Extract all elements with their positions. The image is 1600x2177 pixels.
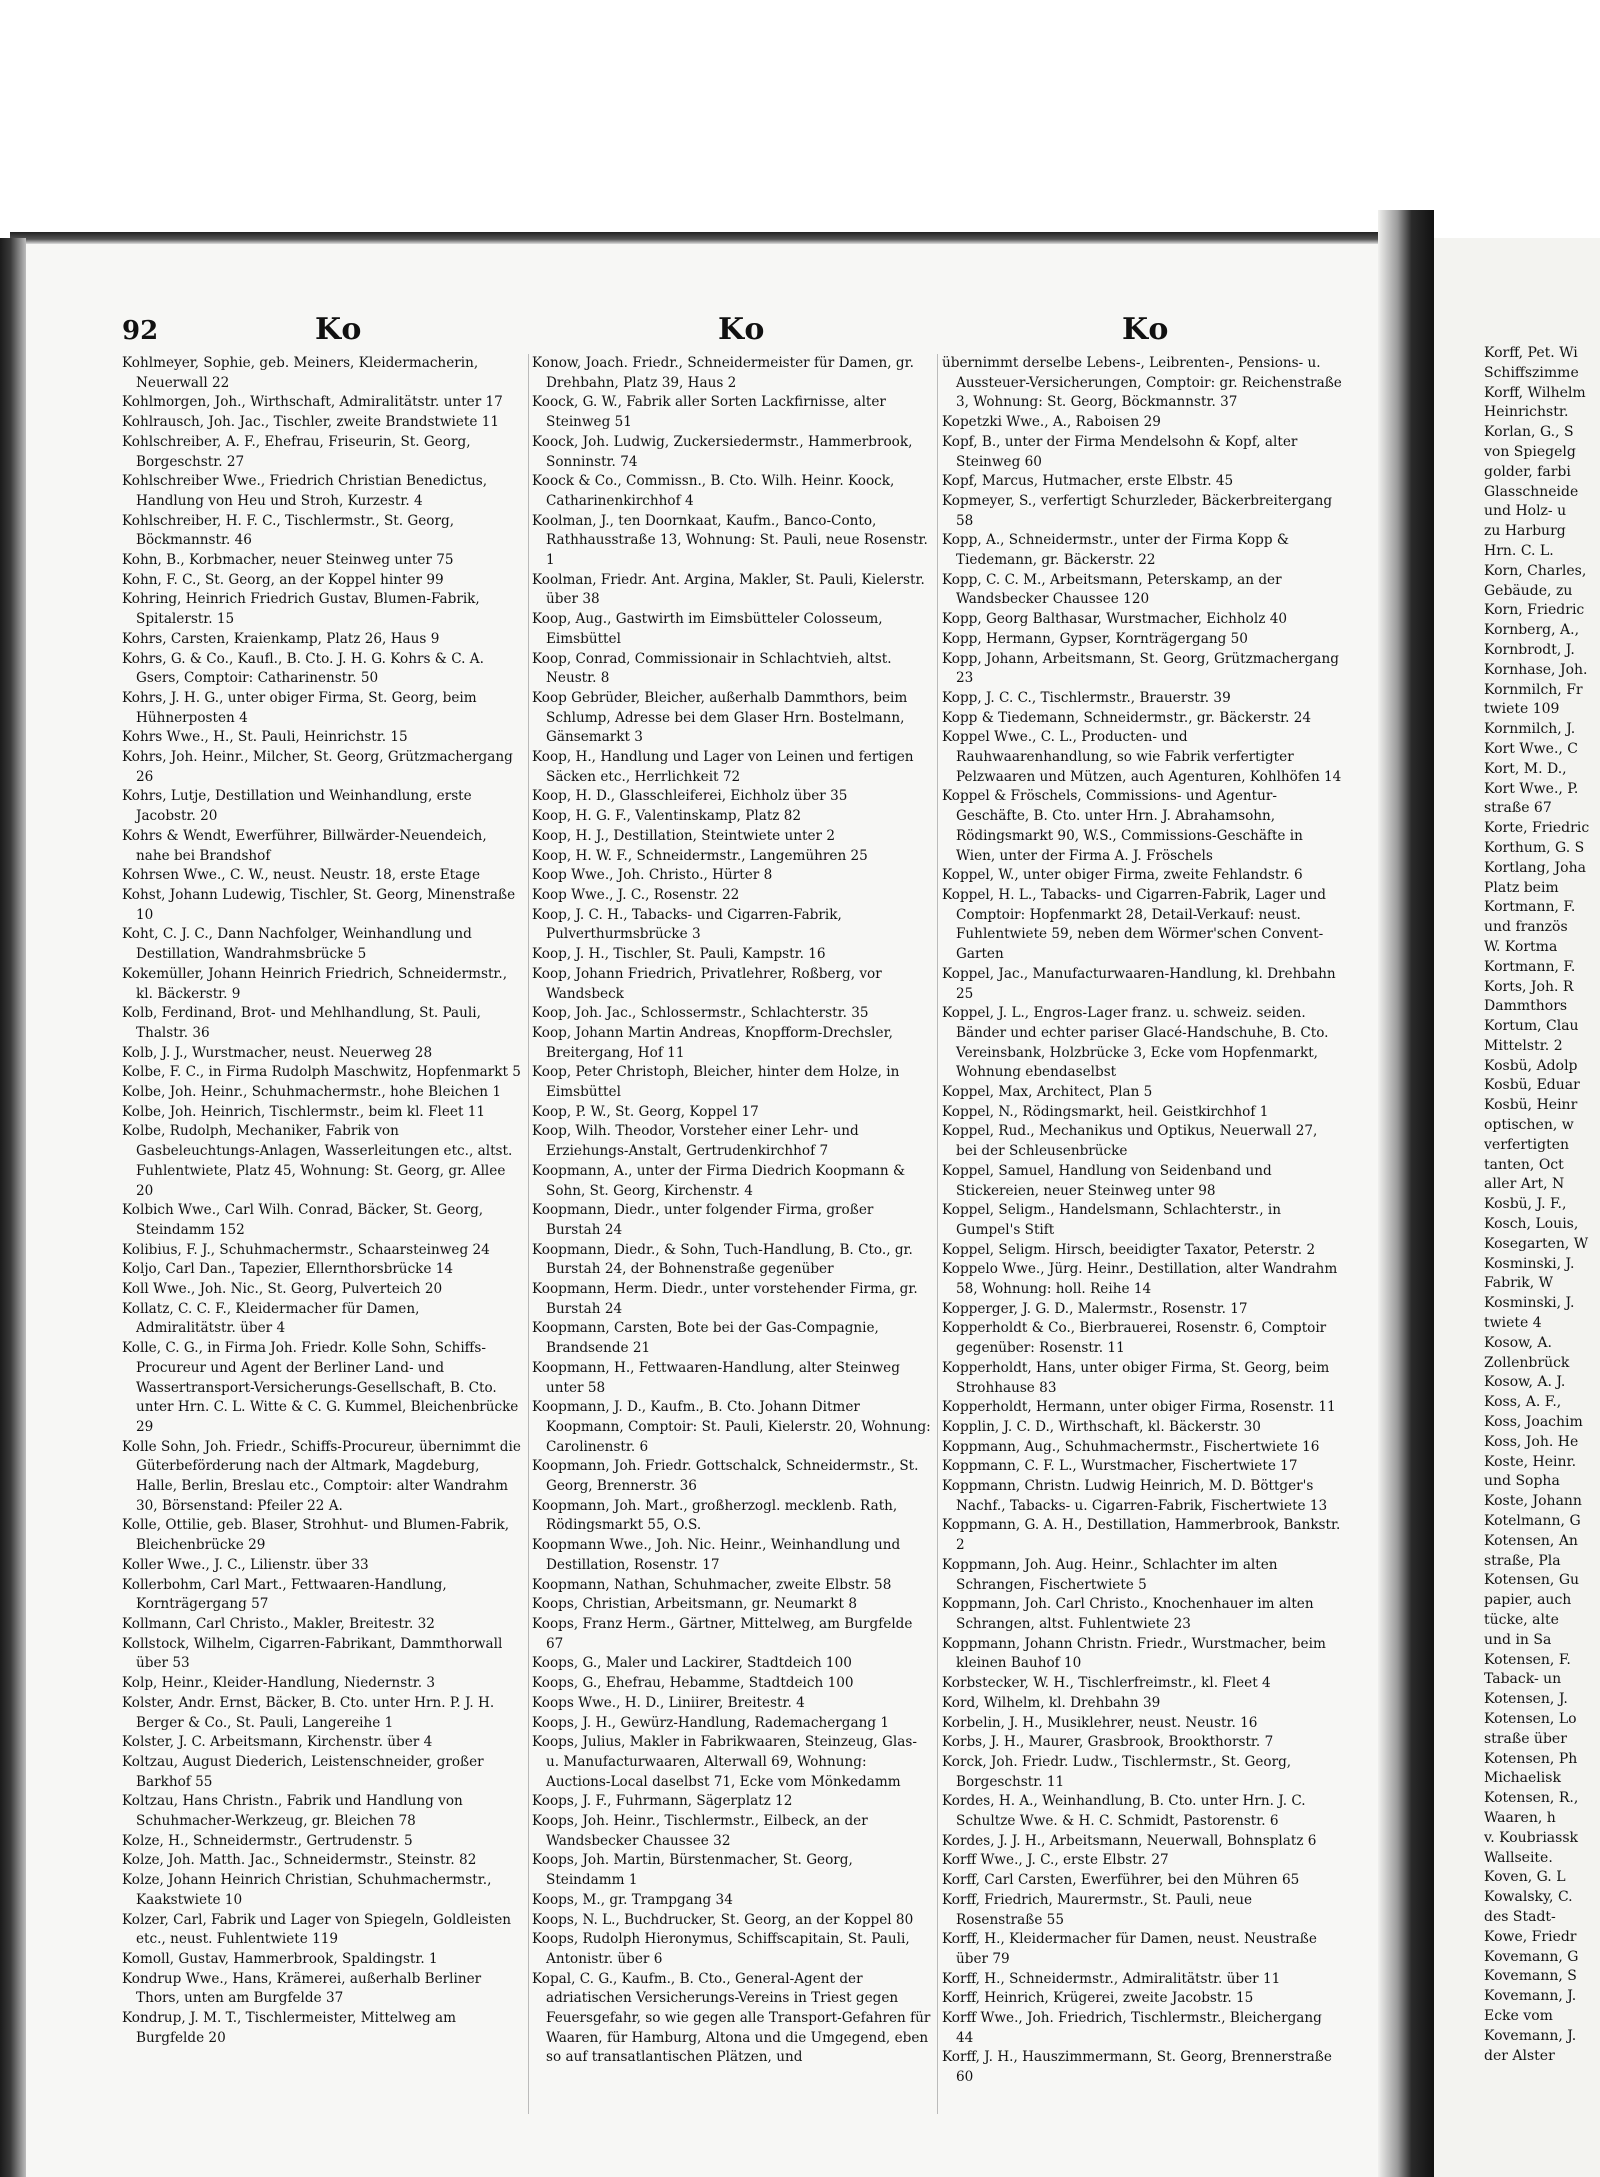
- directory-entry: Koopmann, Herm. Diedr., unter vorstehender Firma, gr. Burstah 24: [532, 1281, 918, 1317]
- directory-entry: Koops, N. L., Buchdrucker, St. Georg, an der Koppel 80: [532, 1911, 914, 1928]
- right-page-fragment: Ecke vom: [1484, 2007, 1553, 2024]
- directory-entry: Kolze, H., Schneidermstr., Gertrudenstr. 5: [122, 1832, 413, 1849]
- right-page-fragment: Kovemann, G: [1484, 1948, 1579, 1965]
- right-page-fragment: Kortum, Clau: [1484, 1018, 1579, 1035]
- right-page-fragment: des Stadt-: [1484, 1908, 1556, 1925]
- right-page-fragment: straße über: [1484, 1730, 1567, 1747]
- directory-entry: Koopmann, Nathan, Schuhmacher, zweite Elbstr. 58: [532, 1576, 892, 1593]
- right-page-fragment: Kornberg, A.,: [1484, 622, 1580, 639]
- directory-entry: Koop Gebrüder, Bleicher, außerhalb Dammthors, beim Schlump, Adresse bei dem Glaser Hrn. Bostelmann, Gänsemarkt 3: [532, 689, 908, 746]
- right-page-fragment: Platz beim: [1484, 879, 1559, 896]
- directory-entry: Koop, J. C. H., Tabacks- und Cigarren-Fabrik, Pulverthurmsbrücke 3: [532, 906, 842, 943]
- directory-entry: Koppel, Jac., Manufacturwaaren-Handlung, kl. Drehbahn 25: [942, 965, 1336, 1002]
- directory-entry: Koppel, Seligm., Handelsmann, Schlachterstr., in Gumpel's Stift: [942, 1202, 1281, 1238]
- directory-entry: Kohrs, Joh. Heinr., Milcher, St. Georg, Grützmachergang 26: [122, 749, 513, 785]
- directory-entry: Koll Wwe., Joh. Nic., St. Georg, Pulverteich 20: [122, 1281, 443, 1298]
- page-number: 92: [122, 316, 159, 346]
- directory-entry: Korck, Joh. Friedr. Ludw., Tischlermstr., St. Georg, Borgeschstr. 11: [942, 1753, 1292, 1790]
- right-page-fragment: Kowe, Friedr: [1484, 1928, 1577, 1945]
- right-page-fragment: Koven, G. L: [1484, 1869, 1566, 1886]
- directory-entry: Korff, H., Schneidermstr., Admiralitätstr. über 11: [942, 1970, 1281, 1987]
- directory-entry: Kolle, C. G., in Firma Joh. Friedr. Kolle Sohn, Schiffs-Procureur und Agent der Berliner Land- und Wassertransport-Versicherungs-Gesellschaft, B. Cto. unter Hrn. C. L. Witte & C. G. Kummel, Bleichenbrücke 29: [122, 1340, 519, 1435]
- directory-entry: Koppel, N., Rödingsmarkt, heil. Geistkirchhof 1: [942, 1103, 1269, 1120]
- directory-entry: Kohrs, G. & Co., Kaufl., B. Cto. J. H. G. Kohrs & C. A. Gsers, Comptoir: Catharinenstr. 50: [122, 650, 484, 687]
- directory-entry: Koopmann, Carsten, Bote bei der Gas-Compagnie, Brandsende 21: [532, 1320, 879, 1357]
- directory-entry: Kohlrausch, Joh. Jac., Tischler, zweite Brandstwiete 11: [122, 414, 500, 431]
- directory-entry: Koppmann, Johann Christn. Friedr., Wurstmacher, beim kleinen Bauhof 10: [942, 1635, 1326, 1672]
- directory-entry: Kolibius, F. J., Schuhmachermstr., Schaarsteinweg 24: [122, 1241, 490, 1258]
- directory-entry: Kohrs Wwe., H., St. Pauli, Heinrichstr. 15: [122, 729, 408, 746]
- directory-entry: Korbelin, J. H., Musiklehrer, neust. Neustr. 16: [942, 1714, 1258, 1731]
- directory-entry: Koops, M., gr. Trampgang 34: [532, 1891, 733, 1908]
- right-page-fragment: Kovemann, J.: [1484, 1988, 1577, 2005]
- directory-entry: Kohn, B., Korbmacher, neuer Steinweg unter 75: [122, 552, 454, 569]
- directory-entry: Korff, H., Kleidermacher für Damen, neust. Neustraße über 79: [942, 1931, 1317, 1967]
- directory-entry: Kopp & Tiedemann, Schneidermstr., gr. Bäckerstr. 24: [942, 709, 1312, 726]
- right-page-fragment: Kosbü, Adolp: [1484, 1057, 1578, 1074]
- right-page-fragment: tanten, Oct: [1484, 1156, 1564, 1173]
- directory-entry: Kopal, C. G., Kaufm., B. Cto., General-Agent der adriatischen Versicherungs-Vereins in Triest gegen Feuersgefahr, so wie gegen alle Transport-Gefahren für Waaren, für Hamburg, Altona und die Umgegend, eben so auf transatlantischen Plätzen, und: [532, 1970, 931, 2066]
- right-page-fragment: Kotelmann, G: [1484, 1513, 1581, 1530]
- directory-entry: Koppmann, Aug., Schuhmachermstr., Fischertwiete 16: [942, 1438, 1320, 1455]
- directory-entry: Kolze, Johann Heinrich Christian, Schuhmachermstr., Kaakstwiete 10: [122, 1872, 492, 1908]
- directory-entry: Kondrup Wwe., Hans, Krämerei, außerhalb Berliner Thors, unten am Burgfelde 37: [122, 1970, 482, 2007]
- directory-entry: übernimmt derselbe Lebens-, Leibrenten-, Pensions- u. Aussteuer-Versicherungen, Comptoir: gr. Reichenstraße 3, Wohnung: St. Georg, Böckmannstr. 37: [942, 355, 1342, 411]
- right-page-fragment: Kortmann, F.: [1484, 958, 1576, 975]
- directory-entry: Koop, P. W., St. Georg, Koppel 17: [532, 1103, 759, 1120]
- directory-entry: Kopmeyer, S., verfertigt Schurzleder, Bäckerbreitergang 58: [942, 492, 1333, 529]
- right-page-fragment: Kotensen, Lo: [1484, 1710, 1577, 1727]
- right-page-fragment: Kotensen, F.: [1484, 1651, 1571, 1668]
- directory-entry: Koppmann, C. F. L., Wurstmacher, Fischertwiete 17: [942, 1458, 1298, 1475]
- directory-entry: Kohst, Johann Ludewig, Tischler, St. Georg, Minenstraße 10: [122, 886, 516, 923]
- directory-entry: Koopmann, Diedr., & Sohn, Tuch-Handlung, B. Cto., gr. Burstah 24, der Bohnenstraße gegenüber: [532, 1241, 913, 1278]
- directory-entry: Kolster, J. C. Arbeitsmann, Kirchenstr. über 4: [122, 1734, 433, 1751]
- right-page-fragment: Kowalsky, C.: [1484, 1889, 1573, 1906]
- directory-entry: Koop, H. W. F., Schneidermstr., Langemühren 25: [532, 847, 868, 864]
- right-page-fragment: Waaren, h: [1484, 1809, 1556, 1826]
- directory-entry: Koops Wwe., H. D., Liniirer, Breitestr. 4: [532, 1694, 805, 1711]
- right-page-fragment: Kornhase, Joh.: [1484, 661, 1588, 678]
- directory-entry: Koopmann, A., unter der Firma Diedrich Koopmann & Sohn, St. Georg, Kirchenstr. 4: [532, 1162, 906, 1199]
- directory-entry: Koolman, Friedr. Ant. Argina, Makler, St. Pauli, Kielerstr. über 38: [532, 571, 925, 608]
- directory-entry: Koppmann, Joh. Carl Christo., Knochenhauer im alten Schrangen, altst. Fuhlentwiete 23: [942, 1596, 1314, 1632]
- right-page-fragment: Zollenbrück: [1484, 1354, 1570, 1371]
- directory-entry: Koops, J. F., Fuhrmann, Sägerplatz 12: [532, 1793, 793, 1810]
- directory-entry: Korff Wwe., J. C., erste Elbstr. 27: [942, 1852, 1169, 1869]
- right-page-fragment: Kotensen, An: [1484, 1532, 1578, 1549]
- directory-entry: Kolbich Wwe., Carl Wilh. Conrad, Bäcker, St. Georg, Steindamm 152: [122, 1202, 484, 1238]
- right-page-fragment: Kovemann, J.: [1484, 2027, 1577, 2044]
- right-page-fragment: Kosch, Louis,: [1484, 1216, 1579, 1233]
- right-page-fragment: Kosegarten, W: [1484, 1235, 1589, 1252]
- right-page-fragment: Kotensen, J.: [1484, 1691, 1568, 1708]
- right-page-fragment: twiete 4: [1484, 1315, 1542, 1332]
- right-page-fragment: und Sopha: [1484, 1473, 1560, 1490]
- right-page-fragment: Kornbrodt, J.: [1484, 641, 1575, 658]
- directory-entry: Koops, Joh. Heinr., Tischlermstr., Eilbeck, an der Wandsbecker Chaussee 32: [532, 1813, 868, 1849]
- directory-entry: Koljo, Carl Dan., Tapezier, Ellernthorsbrücke 14: [122, 1261, 454, 1278]
- right-page-fragment: W. Kortma: [1484, 938, 1558, 955]
- directory-entry: Koopmann, Joh. Mart., großherzogl. mecklenb. Rath, Rödingsmarkt 55, O.S.: [532, 1497, 898, 1534]
- directory-entry: Koppmann, Christn. Ludwig Heinrich, M. D. Böttger's Nachf., Tabacks- u. Cigarren-Fabrik, Fischertwiete 13: [942, 1478, 1328, 1514]
- right-page-fragment: Koss, A. F.,: [1484, 1394, 1562, 1411]
- directory-entry: Koop, Joh. Jac., Schlossermstr., Schlachterstr. 35: [532, 1005, 869, 1022]
- right-page-fragment: Kotensen, Ph: [1484, 1750, 1578, 1767]
- directory-entry: Kopplin, J. C. D., Wirthschaft, kl. Bäckerstr. 30: [942, 1418, 1261, 1435]
- directory-entry: Kord, Wilhelm, kl. Drehbahn 39: [942, 1694, 1161, 1711]
- directory-entry: Kolbe, F. C., in Firma Rudolph Maschwitz, Hopfenmarkt 5: [122, 1064, 521, 1081]
- directory-entry: Kollatz, C. C. F., Kleidermacher für Damen, Admiralitätstr. über 4: [122, 1300, 420, 1337]
- right-page-fragment: Kotensen, R.,: [1484, 1790, 1579, 1807]
- right-page-fragment: verfertigten: [1484, 1136, 1570, 1153]
- right-page-fragment: Wallseite.: [1484, 1849, 1553, 1866]
- directory-entry: Koppel, Rud., Mechanikus und Optikus, Neuerwall 27, bei der Schleusenbrücke: [942, 1123, 1318, 1160]
- directory-entry: Kohlmorgen, Joh., Wirthschaft, Admiralitätstr. unter 17: [122, 394, 503, 411]
- right-page-fragment: Taback- un: [1484, 1671, 1562, 1688]
- right-page-fragment: tücke, alte: [1484, 1612, 1559, 1628]
- directory-entry: Kollmann, Carl Christo., Makler, Breitestr. 32: [122, 1616, 435, 1632]
- right-page-fragment: und Holz- u: [1484, 503, 1567, 520]
- directory-entry: Koppel, Max, Architect, Plan 5: [942, 1084, 1153, 1101]
- directory-entry: Koopmann, Joh. Friedr. Gottschalck, Schneidermstr., St. Georg, Brennerstr. 36: [532, 1458, 919, 1495]
- right-page-fragment: Kortlang, Joha: [1484, 859, 1586, 876]
- directory-entry: Korff, Friedrich, Maurermstr., St. Pauli, neue Rosenstraße 55: [942, 1891, 1253, 1928]
- right-page-fragment: straße, Pla: [1484, 1552, 1561, 1569]
- directory-entry: Koop, Peter Christoph, Bleicher, hinter dem Holze, in Eimsbüttel: [532, 1064, 900, 1101]
- directory-entry: Kohlschreiber Wwe., Friedrich Christian Benedictus, Handlung von Heu und Stroh, Kurzestr. 4: [122, 473, 488, 509]
- directory-entry: Korff, Carl Carsten, Ewerführer, bei den Mühren 65: [942, 1872, 1300, 1889]
- directory-entry: Kohrs, J. H. G., unter obiger Firma, St. Georg, beim Hühnerposten 4: [122, 689, 477, 726]
- directory-entry: Koop, Conrad, Commissionair in Schlachtvieh, altst. Neustr. 8: [532, 650, 892, 687]
- directory-entry: Kohlschreiber, H. F. C., Tischlermstr., St. Georg, Böckmannstr. 46: [122, 512, 455, 549]
- directory-entry: Koppel, Samuel, Handlung von Seidenband und Stickereien, neuer Steinweg unter 98: [942, 1162, 1272, 1199]
- page-background-top: [0, 0, 1600, 238]
- right-page-fragment: Korts, Joh. R: [1484, 978, 1574, 995]
- directory-entry: Koopmann, Diedr., unter folgender Firma, großer Burstah 24: [532, 1202, 874, 1238]
- right-page-fragment: der Alster: [1484, 2047, 1555, 2064]
- directory-entry: Kopperholdt & Co., Bierbrauerei, Rosenstr. 6, Comptoir gegenüber: Rosenstr. 11: [942, 1320, 1327, 1357]
- column-3: [942, 354, 1342, 2088]
- right-page-fragment: Korn, Friedric: [1484, 602, 1585, 619]
- right-page-fragment: Kornmilch, J.: [1484, 721, 1576, 738]
- directory-entry: Koop Wwe., J. C., Rosenstr. 22: [532, 886, 740, 903]
- directory-entry: Kolbe, Rudolph, Mechaniker, Fabrik von Gasbeleuchtungs-Anlagen, Wasserleitungen etc., altst. Fuhlentwiete, Platz 45, Wohnung: St. Georg, gr. Allee 20: [122, 1123, 513, 1199]
- right-page-fragment: Kosow, A.: [1484, 1334, 1552, 1351]
- directory-entry: Koolman, J., ten Doornkaat, Kaufm., Banco-Conto, Rathhausstraße 13, Wohnung: St. Pauli, neue Rosenstr. 1: [532, 512, 928, 569]
- directory-entry: Koppel, Seligm. Hirsch, beeidigter Taxator, Peterstr. 2: [942, 1241, 1316, 1258]
- directory-entry: Kopperholdt, Hans, unter obiger Firma, St. Georg, beim Strohhause 83: [942, 1359, 1330, 1396]
- directory-entry: Korff Wwe., Joh. Friedrich, Tischlermstr., Bleichergang 44: [942, 2010, 1322, 2046]
- column-header-1: Ko: [315, 312, 363, 347]
- directory-entry: Koppmann, Joh. Aug. Heinr., Schlachter im alten Schrangen, Fischertwiete 5: [942, 1556, 1278, 1593]
- right-page-fragment: twiete 109: [1484, 701, 1560, 718]
- directory-entry: Kopp, C. C. M., Arbeitsmann, Peterskamp, an der Wandsbecker Chaussee 120: [942, 571, 1282, 608]
- right-page-fragment: und französ: [1484, 919, 1568, 936]
- right-page-fragment: Korthum, G. S: [1484, 839, 1585, 856]
- directory-entry: Koops, Franz Herm., Gärtner, Mittelweg, am Burgfelde 67: [532, 1616, 913, 1652]
- directory-entry: Kondrup, J. M. T., Tischlermeister, Mittelweg am Burgfelde 20: [122, 2010, 457, 2046]
- directory-entry: Koops, Christian, Arbeitsmann, gr. Neumarkt 8: [532, 1596, 857, 1613]
- right-page-fragment: v. Koubriassk: [1484, 1829, 1579, 1846]
- right-page-fragment: optischen, w: [1484, 1117, 1574, 1134]
- directory-entry: Koppel & Fröschels, Commissions- und Agentur-Geschäfte, B. Cto. unter Hrn. J. Abrahamsohn, Rödingsmarkt 90, W.S., Commissions-Geschäfte in Wien, unter der Firma A. J. Fröschels: [942, 788, 1303, 864]
- directory-entry: Koop, H. G. F., Valentinskamp, Platz 82: [532, 808, 802, 825]
- directory-entry: Kopp, Hermann, Gypser, Kornträgergang 50: [942, 630, 1248, 647]
- right-page-fragment: Kosminski, J.: [1484, 1255, 1575, 1272]
- directory-entry: Kolle Sohn, Joh. Friedr., Schiffs-Procureur, übernimmt die Güterbeförderung nach der Altmark, Magdeburg, Halle, Berlin, Breslau etc., Comptoir: alter Wandrahm 30, Börsenstand: Pfeiler 22 A.: [122, 1438, 521, 1514]
- directory-entry: Koops, Joh. Martin, Bürstenmacher, St. Georg, Steindamm 1: [532, 1852, 853, 1889]
- directory-entry: Kohrs, Lutje, Destillation und Weinhandlung, erste Jacobstr. 20: [122, 788, 472, 825]
- right-page-fragment: papier, auch: [1484, 1592, 1572, 1609]
- directory-entry: Koopmann Wwe., Joh. Nic. Heinr., Weinhandlung und Destillation, Rosenstr. 17: [532, 1537, 901, 1573]
- right-page-fragment: Kotensen, Gu: [1484, 1572, 1580, 1589]
- right-page-fragment: von Spiegelg: [1484, 443, 1576, 460]
- right-page-fragment: Korlan, G., S: [1484, 424, 1574, 441]
- directory-entry: Kopetzki Wwe., A., Raboisen 29: [942, 414, 1161, 431]
- page-top-edge: [10, 232, 1430, 244]
- right-page-fragment: Kosbü, Heinr: [1484, 1097, 1578, 1114]
- right-page-fragment: Kort Wwe., C: [1484, 740, 1579, 757]
- column-rule-1: [528, 354, 529, 2114]
- directory-entry: Kohlmeyer, Sophie, geb. Meiners, Kleidermacherin, Neuerwall 22: [122, 355, 479, 391]
- right-page-fragment: straße 67: [1484, 800, 1552, 817]
- directory-entry: Korff, Heinrich, Krügerei, zweite Jacobstr. 15: [942, 1990, 1254, 2007]
- directory-entry: Koppmann, G. A. H., Destillation, Hammerbrook, Bankstr. 2: [942, 1517, 1341, 1554]
- column-rule-2: [937, 354, 938, 2114]
- directory-entry: Kopperger, J. G. D., Malermstr., Rosenstr. 17: [942, 1300, 1248, 1317]
- directory-entry: Kolbe, Joh. Heinrich, Tischlermstr., beim kl. Fleet 11: [122, 1103, 486, 1120]
- column-header-3: Ko: [1122, 312, 1170, 347]
- directory-entry: Kopp, A., Schneidermstr., unter der Firma Kopp & Tiedemann, gr. Bäckerstr. 22: [942, 532, 1289, 569]
- directory-entry: Koop, J. H., Tischler, St. Pauli, Kampstr. 16: [532, 946, 826, 963]
- right-page-fragment: Korn, Charles,: [1484, 562, 1587, 579]
- right-page-fragment: Kosow, A. J.: [1484, 1374, 1566, 1391]
- right-page-fragment: Koste, Johann: [1484, 1493, 1582, 1510]
- right-page-fragments: [1484, 344, 1600, 2066]
- directory-entry: Koop, H. D., Glasschleiferei, Eichholz über 35: [532, 788, 848, 805]
- directory-entry: Kolbe, Joh. Heinr., Schuhmachermstr., hohe Bleichen 1: [122, 1084, 502, 1101]
- right-page-fragment: Schiffszimme: [1484, 364, 1579, 381]
- right-page-fragment: golder, farbi: [1484, 463, 1571, 480]
- directory-entry: Kopp, J. C. C., Tischlermstr., Brauerstr. 39: [942, 689, 1231, 706]
- book-left-edge: [0, 238, 26, 2177]
- directory-entry: Kollerbohm, Carl Mart., Fettwaaren-Handlung, Kornträgergang 57: [122, 1576, 447, 1613]
- right-page-fragment: Heinrichstr.: [1484, 404, 1569, 421]
- directory-entry: Korbs, J. H., Maurer, Grasbrook, Brookthorstr. 7: [942, 1734, 1274, 1751]
- directory-entry: Koop Wwe., Joh. Christo., Hürter 8: [532, 867, 773, 884]
- directory-entry: Kordes, J. J. H., Arbeitsmann, Neuerwall, Bohnsplatz 6: [942, 1832, 1317, 1849]
- directory-entry: Kopperholdt, Hermann, unter obiger Firma, Rosenstr. 11: [942, 1399, 1336, 1416]
- right-page-fragment: zu Harburg: [1484, 523, 1566, 540]
- directory-entry: Kohn, F. C., St. Georg, an der Koppel hinter 99: [122, 571, 444, 588]
- directory-entry: Koht, C. J. C., Dann Nachfolger, Weinhandlung und Destillation, Wandrahmsbrücke 5: [122, 926, 472, 963]
- right-page-fragment: Dammthors: [1484, 998, 1568, 1015]
- right-page-fragment: Glasschneide: [1484, 483, 1579, 500]
- directory-entry: Kolle, Ottilie, geb. Blaser, Strohhut- und Blumen-Fabrik, Bleichenbrücke 29: [122, 1517, 510, 1554]
- directory-entry: Kohring, Heinrich Friedrich Gustav, Blumen-Fabrik, Spitalerstr. 15: [122, 591, 480, 628]
- directory-entry: Kopf, Marcus, Hutmacher, erste Elbstr. 45: [942, 473, 1234, 490]
- directory-entry: Koppelo Wwe., Jürg. Heinr., Destillation, alter Wandrahm 58, Wohnung: holl. Reihe 14: [942, 1261, 1338, 1298]
- right-page-fragment: Kosminski, J.: [1484, 1295, 1575, 1312]
- directory-entry: Koppel, H. L., Tabacks- und Cigarren-Fabrik, Lager und Comptoir: Hopfenmarkt 28, Detail-Verkauf: neust. Fuhlentwiete 59, neben dem Wörmer'schen Convent-Garten: [942, 886, 1326, 963]
- directory-entry: Koop, H. J., Destillation, Steintwiete unter 2: [532, 827, 836, 844]
- directory-entry: Koop, Johann Martin Andreas, Knopfform-Drechsler, Breitergang, Hof 11: [532, 1024, 893, 1061]
- right-page-fragment: Koss, Joh. He: [1484, 1433, 1579, 1450]
- directory-entry: Kopp, Johann, Arbeitsmann, St. Georg, Grützmachergang 23: [942, 650, 1339, 687]
- right-page-fragment: Korff, Pet. Wi: [1484, 345, 1578, 361]
- directory-entry: Koltzau, Hans Christn., Fabrik und Handlung von Schuhmacher-Werkzeug, gr. Bleichen 78: [122, 1793, 463, 1830]
- directory-entry: Koops, Julius, Makler in Fabrikwaaren, Steinzeug, Glas- u. Manufacturwaaren, Alterwall 69, Wohnung: Auctions-Local daselbst 71, Ecke vom Mönkedamm: [532, 1734, 917, 1790]
- right-page-fragment: Mittelstr. 2: [1484, 1037, 1563, 1054]
- directory-entry: Koop, Wilh. Theodor, Vorsteher einer Lehr- und Erziehungs-Anstalt, Gertrudenkirchhof 7: [532, 1123, 859, 1160]
- directory-entry: Kokemüller, Johann Heinrich Friedrich, Schneidermstr., kl. Bäckerstr. 9: [122, 965, 508, 1002]
- directory-entry: Konow, Joach. Friedr., Schneidermeister für Damen, gr. Drehbahn, Platz 39, Haus 2: [532, 355, 914, 391]
- directory-entry: Koppel, W., unter obiger Firma, zweite Fehlandstr. 6: [942, 867, 1303, 884]
- directory-entry: Kolp, Heinr., Kleider-Handlung, Niedernstr. 3: [122, 1675, 436, 1692]
- directory-entry: Koops, Rudolph Hieronymus, Schiffscapitain, St. Pauli, Antonistr. über 6: [532, 1931, 910, 1967]
- right-page-fragment: Korte, Friedric: [1484, 820, 1590, 837]
- directory-entry: Kolb, Ferdinand, Brot- und Mehlhandlung, St. Pauli, Thalstr. 36: [122, 1005, 481, 1041]
- book-spine: [1378, 210, 1434, 2177]
- directory-entry: Koop, H., Handlung und Lager von Leinen und fertigen Säcken etc., Herrlichkeit 72: [532, 749, 914, 785]
- right-page-fragment: Korff, Wilhelm: [1484, 384, 1586, 401]
- right-page-fragment: Hrn. C. L.: [1484, 542, 1554, 559]
- right-page-fragment: und in Sa: [1484, 1631, 1552, 1648]
- directory-entry: Koop, Aug., Gastwirth im Eimsbütteler Colosseum, Eimsbüttel: [532, 611, 883, 647]
- right-page-fragment: Koss, Joachim: [1484, 1414, 1583, 1431]
- directory-entry: Korbstecker, W. H., Tischlerfreimstr., kl. Fleet 4: [942, 1675, 1271, 1692]
- directory-entry: Kolzer, Carl, Fabrik und Lager von Spiegeln, Goldleisten etc., neust. Fuhlentwiete 119: [122, 1911, 512, 1948]
- directory-entry: Kohrsen Wwe., C. W., neust. Neustr. 18, erste Etage: [122, 867, 480, 884]
- directory-entry: Koppel Wwe., C. L., Producten- und Rauhwaarenhandlung, so wie Fabrik verfertigter Pelzwaaren und Mützen, auch Agenturen, Kohlhöfen 14: [942, 729, 1342, 785]
- column-1: [122, 354, 522, 2048]
- column-2: [532, 354, 932, 2068]
- right-page-fragment: Kosbü, J. F.,: [1484, 1196, 1567, 1213]
- directory-entry: Koock, Joh. Ludwig, Zuckersiedermstr., Hammerbrook, Sonninstr. 74: [532, 433, 913, 470]
- right-page-fragment: aller Art, N: [1484, 1176, 1565, 1193]
- directory-entry: Kohlschreiber, A. F., Ehefrau, Friseurin, St. Georg, Borgeschstr. 27: [122, 433, 471, 470]
- directory-entry: Kolb, J. J., Wurstmacher, neust. Neuerweg 28: [122, 1044, 433, 1061]
- right-page-fragment: Michaelisk: [1484, 1770, 1561, 1787]
- directory-entry: Koller Wwe., J. C., Lilienstr. über 33: [122, 1556, 369, 1573]
- directory-entry: Kopf, B., unter der Firma Mendelsohn & Kopf, alter Steinweg 60: [942, 433, 1298, 470]
- directory-entry: Koock, G. W., Fabrik aller Sorten Lackfirnisse, alter Steinweg 51: [532, 394, 886, 431]
- right-page-fragment: Gebäude, zu: [1484, 582, 1573, 599]
- directory-entry: Kolze, Joh. Matth. Jac., Schneidermstr., Steinstr. 82: [122, 1852, 477, 1869]
- right-page-fragment: Kort, M. D.,: [1484, 760, 1567, 777]
- directory-entry: Koppel, J. L., Engros-Lager franz. u. schweiz. seiden. Bänder und echter pariser Glacé-Handschuhe, B. Cto. Vereinsbank, Holzbrücke 3, Ecke vom Hopfenmarkt, Wohnung ebendaselbst: [942, 1005, 1329, 1081]
- directory-entry: Kordes, H. A., Weinhandlung, B. Cto. unter Hrn. J. C. Schultze Wwe. & H. C. Schmidt, Pastorenstr. 6: [942, 1793, 1306, 1830]
- directory-entry: Koopmann, H., Fettwaaren-Handlung, alter Steinweg unter 58: [532, 1359, 900, 1396]
- directory-entry: Koock & Co., Commissn., B. Cto. Wilh. Heinr. Koock, Catharinenkirchhof 4: [532, 473, 895, 509]
- directory-entry: Koop, Johann Friedrich, Privatlehrer, Roßberg, vor Wandsbeck: [532, 965, 882, 1002]
- directory-entry: Koops, J. H., Gewürz-Handlung, Rademachergang 1: [532, 1714, 890, 1731]
- directory-entry: Koopmann, J. D., Kaufm., B. Cto. Johann Ditmer Koopmann, Comptoir: St. Pauli, Kielerstr. 20, Wohnung: Carolinenstr. 6: [532, 1399, 931, 1455]
- right-page-fragment: Kortmann, F.: [1484, 899, 1576, 916]
- directory-entry: Kohrs & Wendt, Ewerführer, Billwärder-Neuendeich, nahe bei Brandshof: [122, 827, 487, 864]
- directory-entry: Koops, G., Maler und Lackirer, Stadtdeich 100: [532, 1655, 852, 1672]
- directory-entry: Kollstock, Wilhelm, Cigarren-Fabrikant, Dammthorwall über 53: [122, 1635, 503, 1672]
- right-page-fragment: Koste, Heinr.: [1484, 1453, 1577, 1470]
- right-page-fragment: Fabrik, W: [1484, 1275, 1554, 1292]
- right-page-fragment: Kosbü, Eduar: [1484, 1077, 1580, 1094]
- right-page-fragment: Kort Wwe., P.: [1484, 780, 1579, 797]
- column-header-2: Ko: [718, 312, 766, 347]
- directory-entry: Kolster, Andr. Ernst, Bäcker, B. Cto. unter Hrn. P. J. H. Berger & Co., St. Pauli, Langereihe 1: [122, 1694, 495, 1731]
- right-page-fragment: Kornmilch, Fr: [1484, 681, 1583, 698]
- directory-entry: Korff, J. H., Hauszimmermann, St. Georg, Brennerstraße 60: [942, 2049, 1332, 2086]
- directory-entry: Koltzau, August Diederich, Leistenschneider, großer Barkhof 55: [122, 1753, 484, 1790]
- directory-entry: Kohrs, Carsten, Kraienkamp, Platz 26, Haus 9: [122, 630, 440, 647]
- directory-entry: Koops, G., Ehefrau, Hebamme, Stadtdeich 100: [532, 1675, 854, 1692]
- directory-entry: Kopp, Georg Balthasar, Wurstmacher, Eichholz 40: [942, 611, 1287, 628]
- right-page-fragment: Kovemann, S: [1484, 1968, 1577, 1985]
- directory-entry: Komoll, Gustav, Hammerbrook, Spaldingstr. 1: [122, 1950, 438, 1967]
